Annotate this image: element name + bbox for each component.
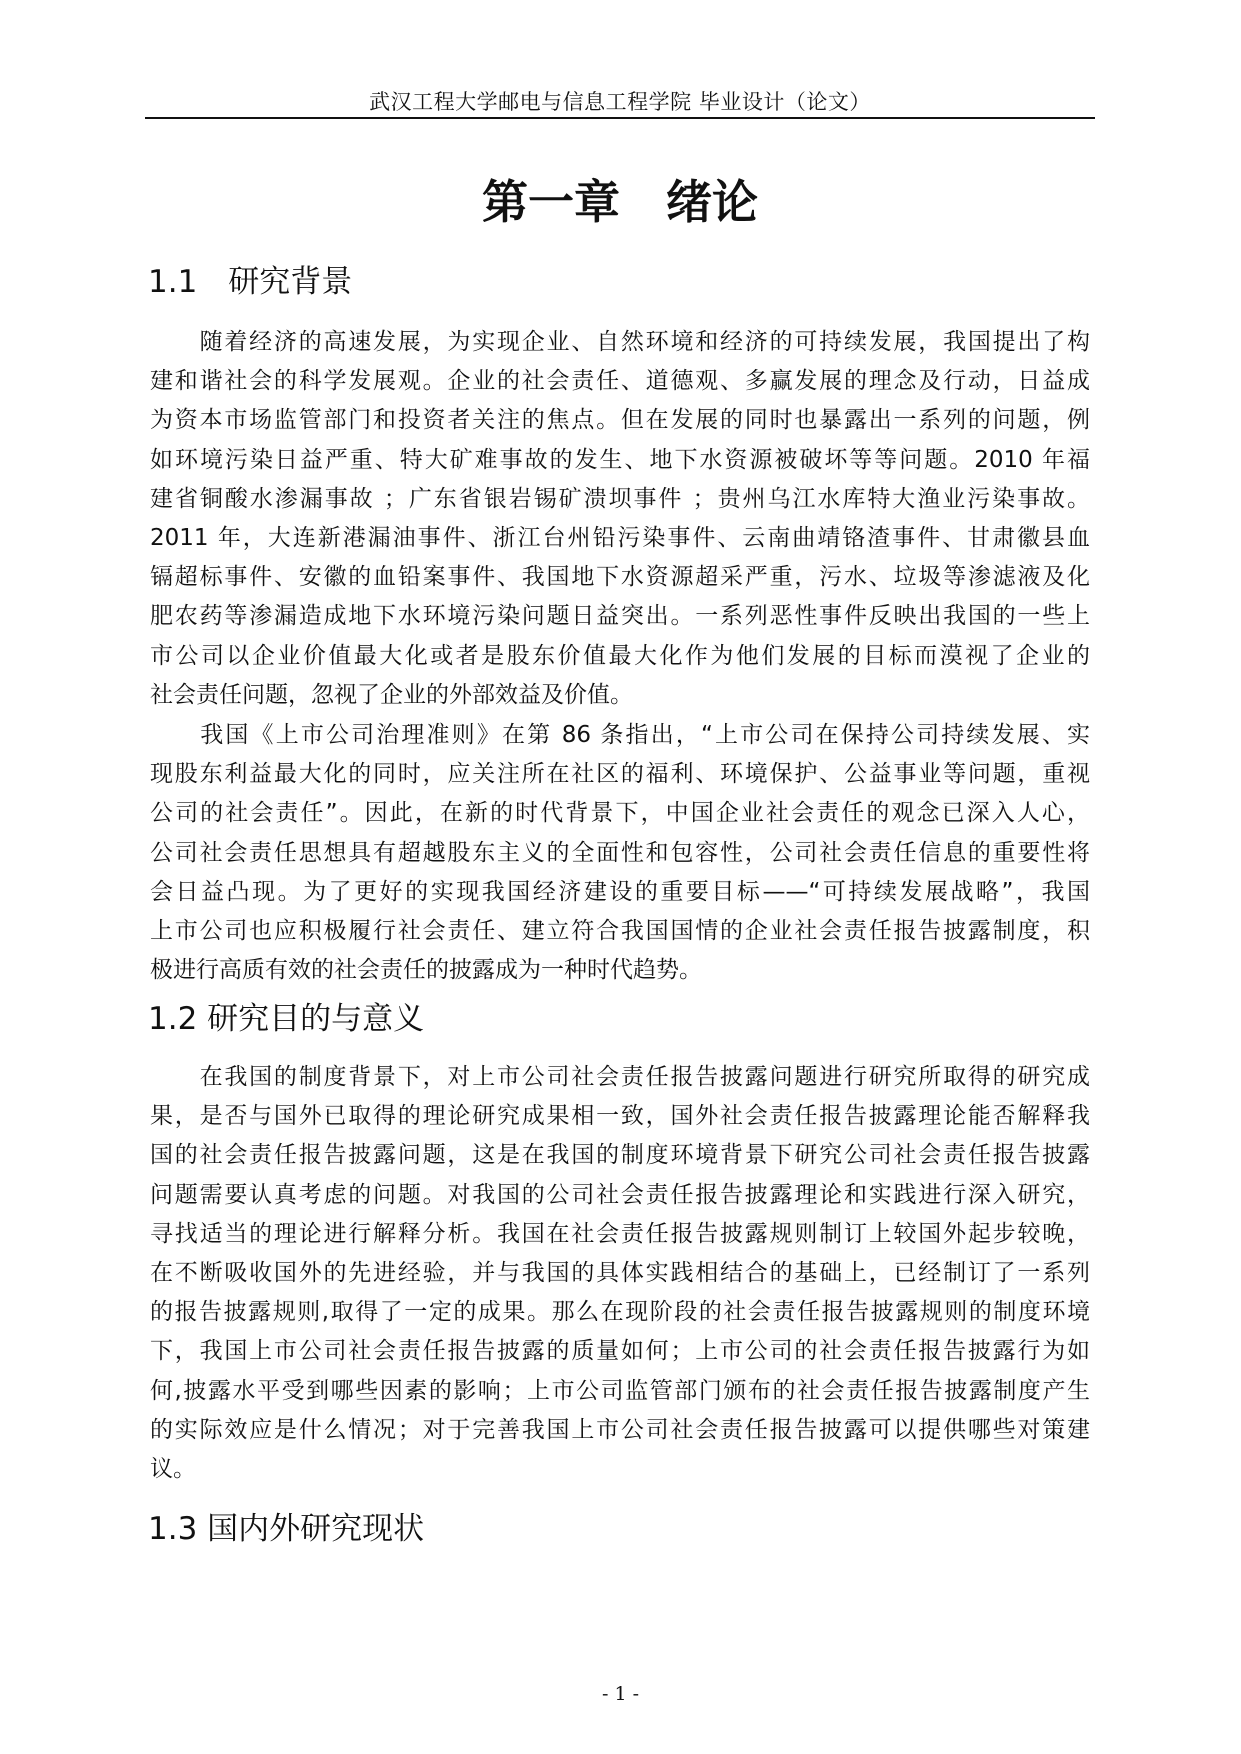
paragraph-line: 上市公司也应积极履行社会责任、建立符合我国国情的企业社会责任报告披露制度，积: [150, 917, 1090, 944]
paragraph-line: 国的社会责任报告披露问题，这是在我国的制度环境背景下研究公司社会责任报告披露: [150, 1142, 1090, 1169]
paragraph-line: 现股东利益最大化的同时，应关注所在社区的福利、环境保护、公益事业等问题，重视: [150, 761, 1090, 788]
paragraph-line: 镉超标事件、安徽的血铅案事件、我国地下水资源超采严重，污水、垃圾等渗滤液及化: [150, 564, 1090, 591]
paragraph-line: 的报告披露规则,取得了一定的成果。那么在现阶段的社会责任报告披露规则的制度环境: [150, 1299, 1090, 1326]
paragraph-line: 果，是否与国外已取得的理论研究成果相一致，国外社会责任报告披露理论能否解释我: [150, 1103, 1090, 1130]
running-header: 武汉工程大学邮电与信息工程学院 毕业设计（论文）: [369, 90, 871, 114]
paragraph-line: 建省铜酸水渗漏事故 ；广东省银岩锡矿溃坝事件 ；贵州乌江水库特大渔业污染事故。: [150, 485, 1090, 512]
paragraph-line: 何,披露水平受到哪些因素的影响；上市公司监管部门颁布的社会责任报告披露制度产生: [150, 1377, 1090, 1404]
paragraph-line: 议。: [150, 1455, 196, 1482]
paragraph-line: 公司的社会责任”。因此，在新的时代背景下，中国企业社会责任的观念已深入人心，: [150, 800, 1090, 827]
section-heading-1-1: 1.1 研究背景: [148, 264, 353, 300]
page-number: - 1 -: [601, 1683, 639, 1705]
header-rule: [145, 117, 1095, 119]
paragraph-line: 极进行高质有效的社会责任的披露成为一种时代趋势。: [150, 957, 702, 984]
paragraph-line: 的实际效应是什么情况；对于完善我国上市公司社会责任报告披露可以提供哪些对策建: [150, 1416, 1090, 1443]
paragraph-line: 会日益凸现。为了更好的实现我国经济建设的重要目标——“可持续发展战略”，我国: [150, 878, 1090, 905]
paragraph-background-2: [150, 716, 1090, 990]
paragraph-line: 如环境污染日益严重、特大矿难事故的发生、地下水资源被破坏等等问题。2010 年福: [150, 446, 1090, 473]
paragraph-line: 建和谐社会的科学发展观。企业的社会责任、道德观、多赢发展的理念及行动，日益成: [150, 368, 1090, 395]
paragraph-line: 下，我国上市公司社会责任报告披露的质量如何；上市公司的社会责任报告披露行为如: [150, 1338, 1090, 1365]
chapter-title: 第一章 绪论: [482, 175, 758, 229]
paragraph-line: 肥农药等渗漏造成地下水环境污染问题日益突出。一系列恶性事件反映出我国的一些上: [150, 603, 1090, 630]
paragraph-line: 2011 年，大连新港漏油事件、浙江台州铅污染事件、云南曲靖铬渣事件、甘肃徽县血: [150, 524, 1090, 551]
paragraph-line: 公司社会责任思想具有超越股东主义的全面性和包容性，公司社会责任信息的重要性将: [150, 839, 1090, 866]
paragraph-line: 在不断吸收国外的先进经验，并与我国的具体实践相结合的基础上，已经制订了一系列: [150, 1259, 1090, 1286]
paragraph-background-1: [150, 323, 1090, 715]
section-heading-1-3: 1.3 国内外研究现状: [148, 1511, 425, 1547]
section-heading-1-2: 1.2 研究目的与意义: [148, 1001, 425, 1037]
paragraph-purpose: [150, 1058, 1090, 1489]
paragraph-line: 为资本市场监管部门和投资者关注的焦点。但在发展的同时也暴露出一系列的问题，例: [150, 407, 1090, 434]
paragraph-line: 随着经济的高速发展，为实现企业、自然环境和经济的可持续发展，我国提出了构: [150, 329, 1090, 355]
paragraph-line: 我国《上市公司治理准则》在第 86 条指出，“上市公司在保持公司持续发展、实: [150, 722, 1090, 748]
paragraph-line: 问题需要认真考虑的问题。对我国的公司社会责任报告披露理论和实践进行深入研究，: [150, 1181, 1090, 1208]
paragraph-line: 社会责任问题，忽视了企业的外部效益及价值。: [150, 681, 633, 708]
paragraph-line: 寻找适当的理论进行解释分析。我国在社会责任报告披露规则制订上较国外起步较晚，: [150, 1220, 1090, 1247]
paragraph-line: 在我国的制度背景下，对上市公司社会责任报告披露问题进行研究所取得的研究成: [150, 1064, 1090, 1090]
paragraph-line: 市公司以企业价值最大化或者是股东价值最大化作为他们发展的目标而漠视了企业的: [150, 642, 1090, 669]
